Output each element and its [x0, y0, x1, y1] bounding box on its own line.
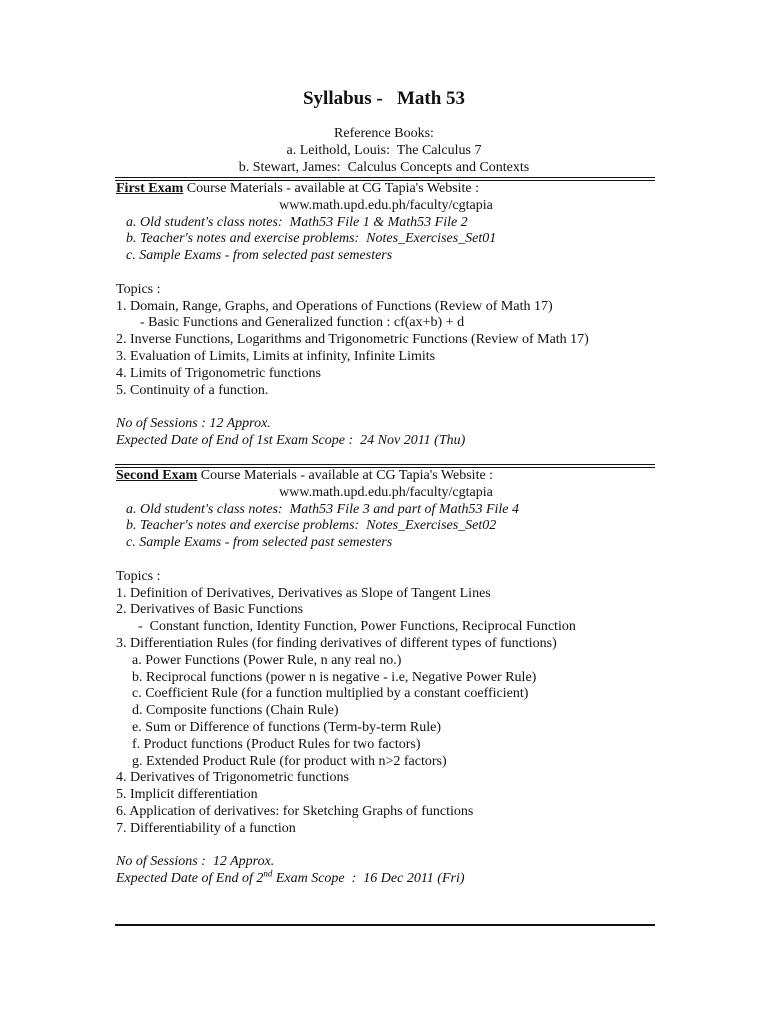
reference-heading: Reference Books: [334, 126, 434, 141]
topic-item: a. Power Functions (Power Rule, n any real no.) [132, 652, 402, 668]
second-exam-label: Second Exam [116, 468, 198, 483]
material-item: b. Teacher's notes and exercise problems: Notes_Exercises_Set01 [126, 231, 497, 247]
topic-item: 1. Definition of Derivatives, Derivatives as Slope of Tangent Lines [116, 585, 491, 601]
material-item: b. Teacher's notes and exercise problems: Notes_Exercises_Set02 [126, 518, 497, 534]
topic-item: d. Composite functions (Chain Rule) [132, 703, 339, 719]
topic-item: 3. Evaluation of Limits, Limits at infinity, Infinite Limits [116, 348, 436, 364]
second-exam-section [116, 468, 656, 888]
second-exam-topics [116, 586, 656, 838]
page-title: Syllabus - Math 53 [302, 88, 466, 109]
end-date-superscript: nd [263, 868, 273, 879]
material-item: c. Sample Exams - from selected past semesters [126, 535, 393, 551]
topics-heading: Topics : [116, 568, 161, 584]
topics-heading: Topics : [116, 281, 161, 297]
topic-item: - Basic Functions and Generalized function : cf(ax+b) + d [140, 315, 465, 331]
topic-item: b. Reciprocal functions (power n is negative - i.e, Negative Power Rule) [132, 669, 537, 685]
topic-item: g. Extended Product Rule (for product with n>2 factors) [132, 753, 447, 769]
topic-item: 5. Continuity of a function. [116, 382, 269, 398]
material-item: a. Old student's class notes: Math53 File 3 and part of Math53 File 4 [126, 501, 520, 517]
material-item: c. Sample Exams - from selected past semesters [126, 248, 393, 264]
topic-item: 5. Implicit differentiation [116, 787, 258, 803]
first-exam-label: First Exam [116, 181, 184, 196]
topic-item: 3. Differentiation Rules (for finding derivatives of different types of functions) [116, 635, 557, 651]
end-date-prefix: Expected Date of End of 2 [116, 871, 264, 887]
second-exam-header [116, 468, 656, 485]
topic-item: 6. Application of derivatives: for Sketching Graphs of functions [116, 803, 474, 819]
topic-item: c. Coefficient Rule (for a function multiplied by a constant coefficient) [132, 686, 529, 702]
material-item: a. Old student's class notes: Math53 File 1 & Math53 File 2 [126, 214, 468, 230]
end-date-suffix: Exam Scope : 16 Dec 2011 (Fri) [272, 871, 465, 887]
first-exam-header-text: Course Materials - available at CG Tapia's Website : [183, 181, 480, 196]
topic-item: 7. Differentiability of a function [116, 820, 296, 836]
topic-item: f. Product functions (Product Rules for two factors) [132, 736, 421, 752]
topic-item: - Constant function, Identity Function, Power Functions, Reciprocal Function [138, 619, 576, 635]
first-exam-section [116, 181, 656, 450]
topic-item: 2. Inverse Functions, Logarithms and Trigonometric Functions (Review of Math 17) [116, 332, 589, 348]
reference-book: b. Stewart, James: Calculus Concepts and Contexts [238, 159, 530, 175]
end-date-note [116, 868, 656, 888]
sessions-note: No of Sessions : 12 Approx. [116, 416, 271, 432]
topic-item: 1. Domain, Range, Graphs, and Operations of Functions (Review of Math 17) [116, 298, 553, 314]
topic-item: 4. Derivatives of Trigonometric functions [116, 770, 349, 786]
topic-item: 2. Derivatives of Basic Functions [116, 602, 304, 618]
reference-book: a. Leithold, Louis: The Calculus 7 [286, 142, 482, 158]
topic-item: 4. Limits of Trigonometric functions [116, 365, 321, 381]
end-date-note: Expected Date of End of 1st Exam Scope : 24 Nov 2011 (Thu) [116, 432, 466, 448]
second-exam-website: www.math.upd.edu.ph/faculty/cgtapia [279, 484, 493, 500]
sessions-note: No of Sessions : 12 Approx. [116, 854, 275, 870]
bottom-divider [115, 924, 655, 926]
topic-item: e. Sum or Difference of functions (Term-by-term Rule) [132, 719, 441, 735]
first-exam-topics [116, 299, 656, 400]
first-exam-website: www.math.upd.edu.ph/faculty/cgtapia [279, 197, 493, 213]
second-exam-header-text: Course Materials - available at CG Tapia's Website : [197, 468, 494, 483]
first-exam-header [116, 181, 656, 198]
reference-books [0, 126, 768, 176]
